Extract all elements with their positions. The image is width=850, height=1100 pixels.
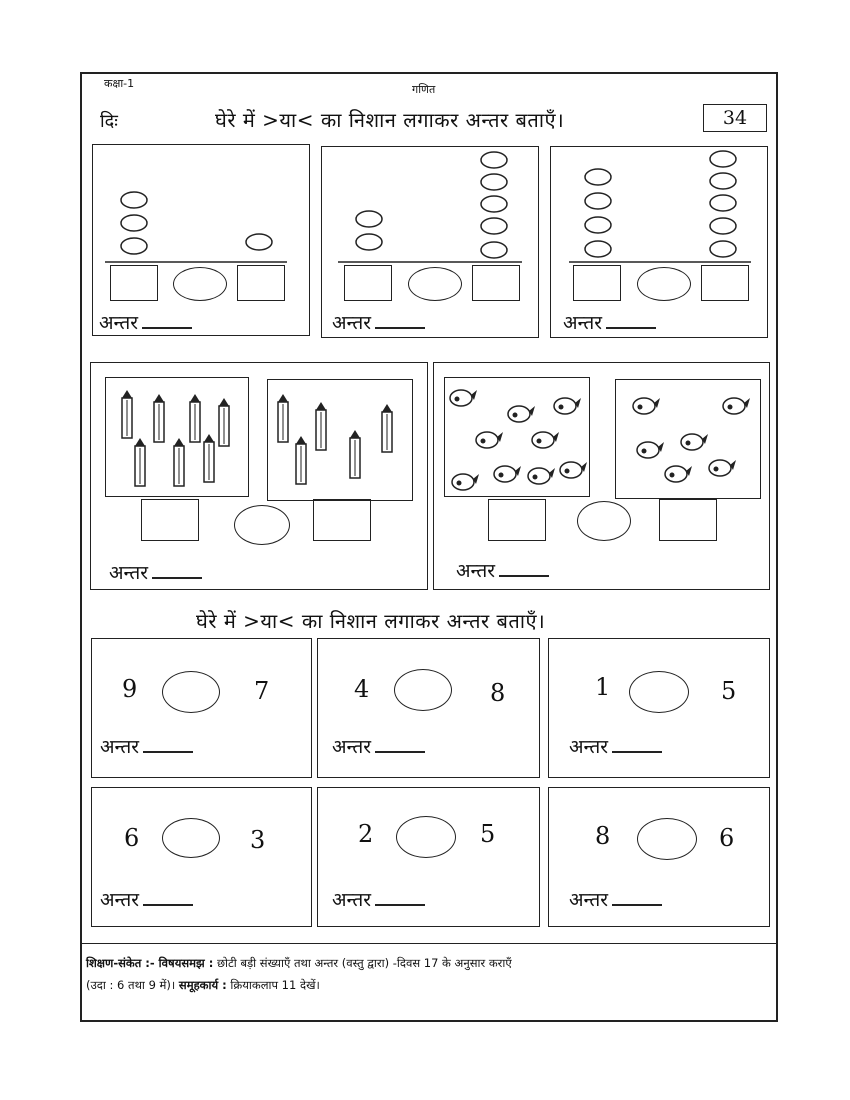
difference-blank[interactable] [143, 751, 193, 753]
seed-icon [633, 398, 660, 414]
number-right: 3 [250, 826, 266, 854]
circle-mark [246, 234, 272, 250]
difference-blank[interactable] [143, 904, 193, 906]
number-left: 9 [122, 675, 138, 703]
circle-mark [710, 241, 736, 257]
circle-mark [481, 196, 507, 212]
compare-sign-circle[interactable] [162, 671, 220, 713]
seed-group-left [444, 377, 590, 497]
seed-figure [445, 378, 591, 498]
circle-mark [121, 192, 147, 208]
pencil-icon [296, 436, 306, 484]
difference-label: अन्तर [563, 309, 656, 335]
seed-group-right [615, 379, 761, 499]
right-count-box[interactable] [659, 499, 717, 541]
pencil-icon [135, 438, 145, 486]
difference-blank[interactable] [152, 577, 202, 579]
number-left: 4 [354, 675, 370, 703]
pencil-icon [122, 390, 132, 438]
seed-icon [450, 390, 477, 406]
circle-mark [121, 238, 147, 254]
right-count-box[interactable] [472, 265, 520, 301]
left-count-box[interactable] [110, 265, 158, 301]
seed-icon [637, 442, 664, 458]
circle-mark [585, 217, 611, 233]
circle-compare-box-2 [321, 146, 539, 338]
pencil-figure [268, 380, 414, 502]
instruction-title: घेरे में >या< का निशान लगाकर अन्तर बताएँ। [215, 108, 565, 132]
compare-sign-circle[interactable] [162, 818, 220, 858]
example-text: (उदा : 6 तथा 9 में)। [86, 978, 176, 992]
seed-icon [532, 432, 559, 448]
number-right: 5 [480, 820, 496, 848]
difference-label: अन्तर [100, 733, 193, 759]
pencil-icon [278, 394, 288, 442]
right-count-box[interactable] [237, 265, 285, 301]
number-right: 7 [254, 677, 270, 705]
seed-icon [494, 466, 521, 482]
circle-compare-box-3 [550, 146, 768, 338]
difference-blank[interactable] [606, 327, 656, 329]
number-compare-box-4 [91, 787, 312, 927]
number-compare-box-5 [317, 787, 540, 927]
difference-label: अन्तर [332, 886, 425, 912]
page-number: 34 [703, 104, 767, 132]
seed-icon [560, 462, 587, 478]
number-left: 8 [595, 822, 611, 850]
difference-label: अन्तर [569, 886, 662, 912]
pencil-icon [154, 394, 164, 442]
pencil-group-left [105, 377, 249, 497]
circle-mark [710, 195, 736, 211]
difference-blank[interactable] [612, 751, 662, 753]
circle-mark [585, 169, 611, 185]
left-count-box[interactable] [141, 499, 199, 541]
number-left: 6 [124, 824, 140, 852]
teaching-note [86, 952, 772, 996]
group-work-label: समूहकार्य : [178, 978, 227, 992]
pencil-group-right [267, 379, 413, 501]
pencil-icon [382, 404, 392, 452]
difference-label: अन्तर [100, 886, 193, 912]
pencil-compare-box [90, 362, 428, 590]
seed-icon [508, 406, 535, 422]
seed-icon [476, 432, 503, 448]
compare-sign-circle[interactable] [408, 267, 462, 301]
group-work-text: क्रियाकलाप 11 देखें। [230, 978, 320, 992]
difference-blank[interactable] [375, 751, 425, 753]
number-compare-box-6 [548, 787, 770, 927]
number-compare-box-1 [91, 638, 312, 778]
class-label: कक्षा-1 [104, 77, 135, 90]
difference-label: अन्तर [569, 733, 662, 759]
seed-compare-box [433, 362, 770, 590]
subject-label: गणित [412, 83, 436, 96]
difference-label: अन्तर [109, 559, 202, 585]
compare-sign-circle[interactable] [637, 267, 691, 301]
pencil-icon [190, 394, 200, 442]
pencil-icon [350, 430, 360, 478]
difference-label: अन्तर [332, 309, 425, 335]
difference-blank[interactable] [142, 327, 192, 329]
seed-icon [452, 474, 479, 490]
difference-label: अन्तर [332, 733, 425, 759]
circle-mark [710, 173, 736, 189]
circle-mark [481, 242, 507, 258]
difference-label: अन्तर [456, 557, 549, 583]
number-right: 8 [490, 679, 506, 707]
compare-sign-circle[interactable] [629, 671, 689, 713]
circle-mark [481, 218, 507, 234]
left-count-box[interactable] [488, 499, 546, 541]
seed-icon [681, 434, 708, 450]
compare-sign-circle[interactable] [396, 816, 456, 858]
pencil-icon [204, 434, 214, 482]
circle-mark [481, 174, 507, 190]
seed-icon [554, 398, 581, 414]
pencil-icon [219, 398, 229, 446]
circle-mark [585, 193, 611, 209]
number-compare-box-2 [317, 638, 540, 778]
number-compare-box-3 [548, 638, 770, 778]
teaching-hint-text: छोटी बड़ी संख्याएँ तथा अन्तर (वस्तु द्वारा) -दिवस 17 के अनुसार कराएँ [216, 956, 512, 970]
difference-blank[interactable] [375, 904, 425, 906]
seed-icon [665, 466, 692, 482]
difference-label: अन्तर [99, 309, 192, 335]
number-left: 2 [358, 820, 374, 848]
right-count-box[interactable] [313, 499, 371, 541]
seed-icon [723, 398, 750, 414]
circle-mark [585, 241, 611, 257]
circle-mark [121, 215, 147, 231]
circle-mark [356, 234, 382, 250]
teaching-note-line-1 [86, 952, 772, 974]
pencil-figure [106, 378, 250, 498]
compare-sign-circle[interactable] [637, 818, 697, 860]
seed-icon [528, 468, 555, 484]
difference-blank[interactable] [499, 575, 549, 577]
left-count-box[interactable] [573, 265, 621, 301]
number-right: 5 [721, 677, 737, 705]
pencil-icon [316, 402, 326, 450]
compare-sign-circle[interactable] [394, 669, 452, 711]
teaching-hint-label: शिक्षण-संकेत :- विषयसमझ : [86, 956, 214, 970]
number-right: 6 [719, 824, 735, 852]
seed-figure [616, 380, 762, 500]
right-count-box[interactable] [701, 265, 749, 301]
left-count-box[interactable] [344, 265, 392, 301]
seed-icon [709, 460, 736, 476]
compare-sign-circle[interactable] [234, 505, 290, 545]
circle-mark [710, 218, 736, 234]
difference-blank[interactable] [612, 904, 662, 906]
pencil-icon [174, 438, 184, 486]
number-left: 1 [595, 673, 611, 701]
compare-sign-circle[interactable] [173, 267, 227, 301]
circle-mark [481, 152, 507, 168]
compare-sign-circle[interactable] [577, 501, 631, 541]
circle-mark [710, 151, 736, 167]
section2-instruction: घेरे में >या< का निशान लगाकर अन्तर बताएँ। [196, 609, 546, 633]
date-label: दिः [100, 111, 118, 132]
circle-compare-box-1 [92, 144, 310, 336]
difference-blank[interactable] [375, 327, 425, 329]
footer-divider [80, 943, 778, 944]
circle-mark [356, 211, 382, 227]
teaching-note-line-2 [86, 974, 772, 996]
